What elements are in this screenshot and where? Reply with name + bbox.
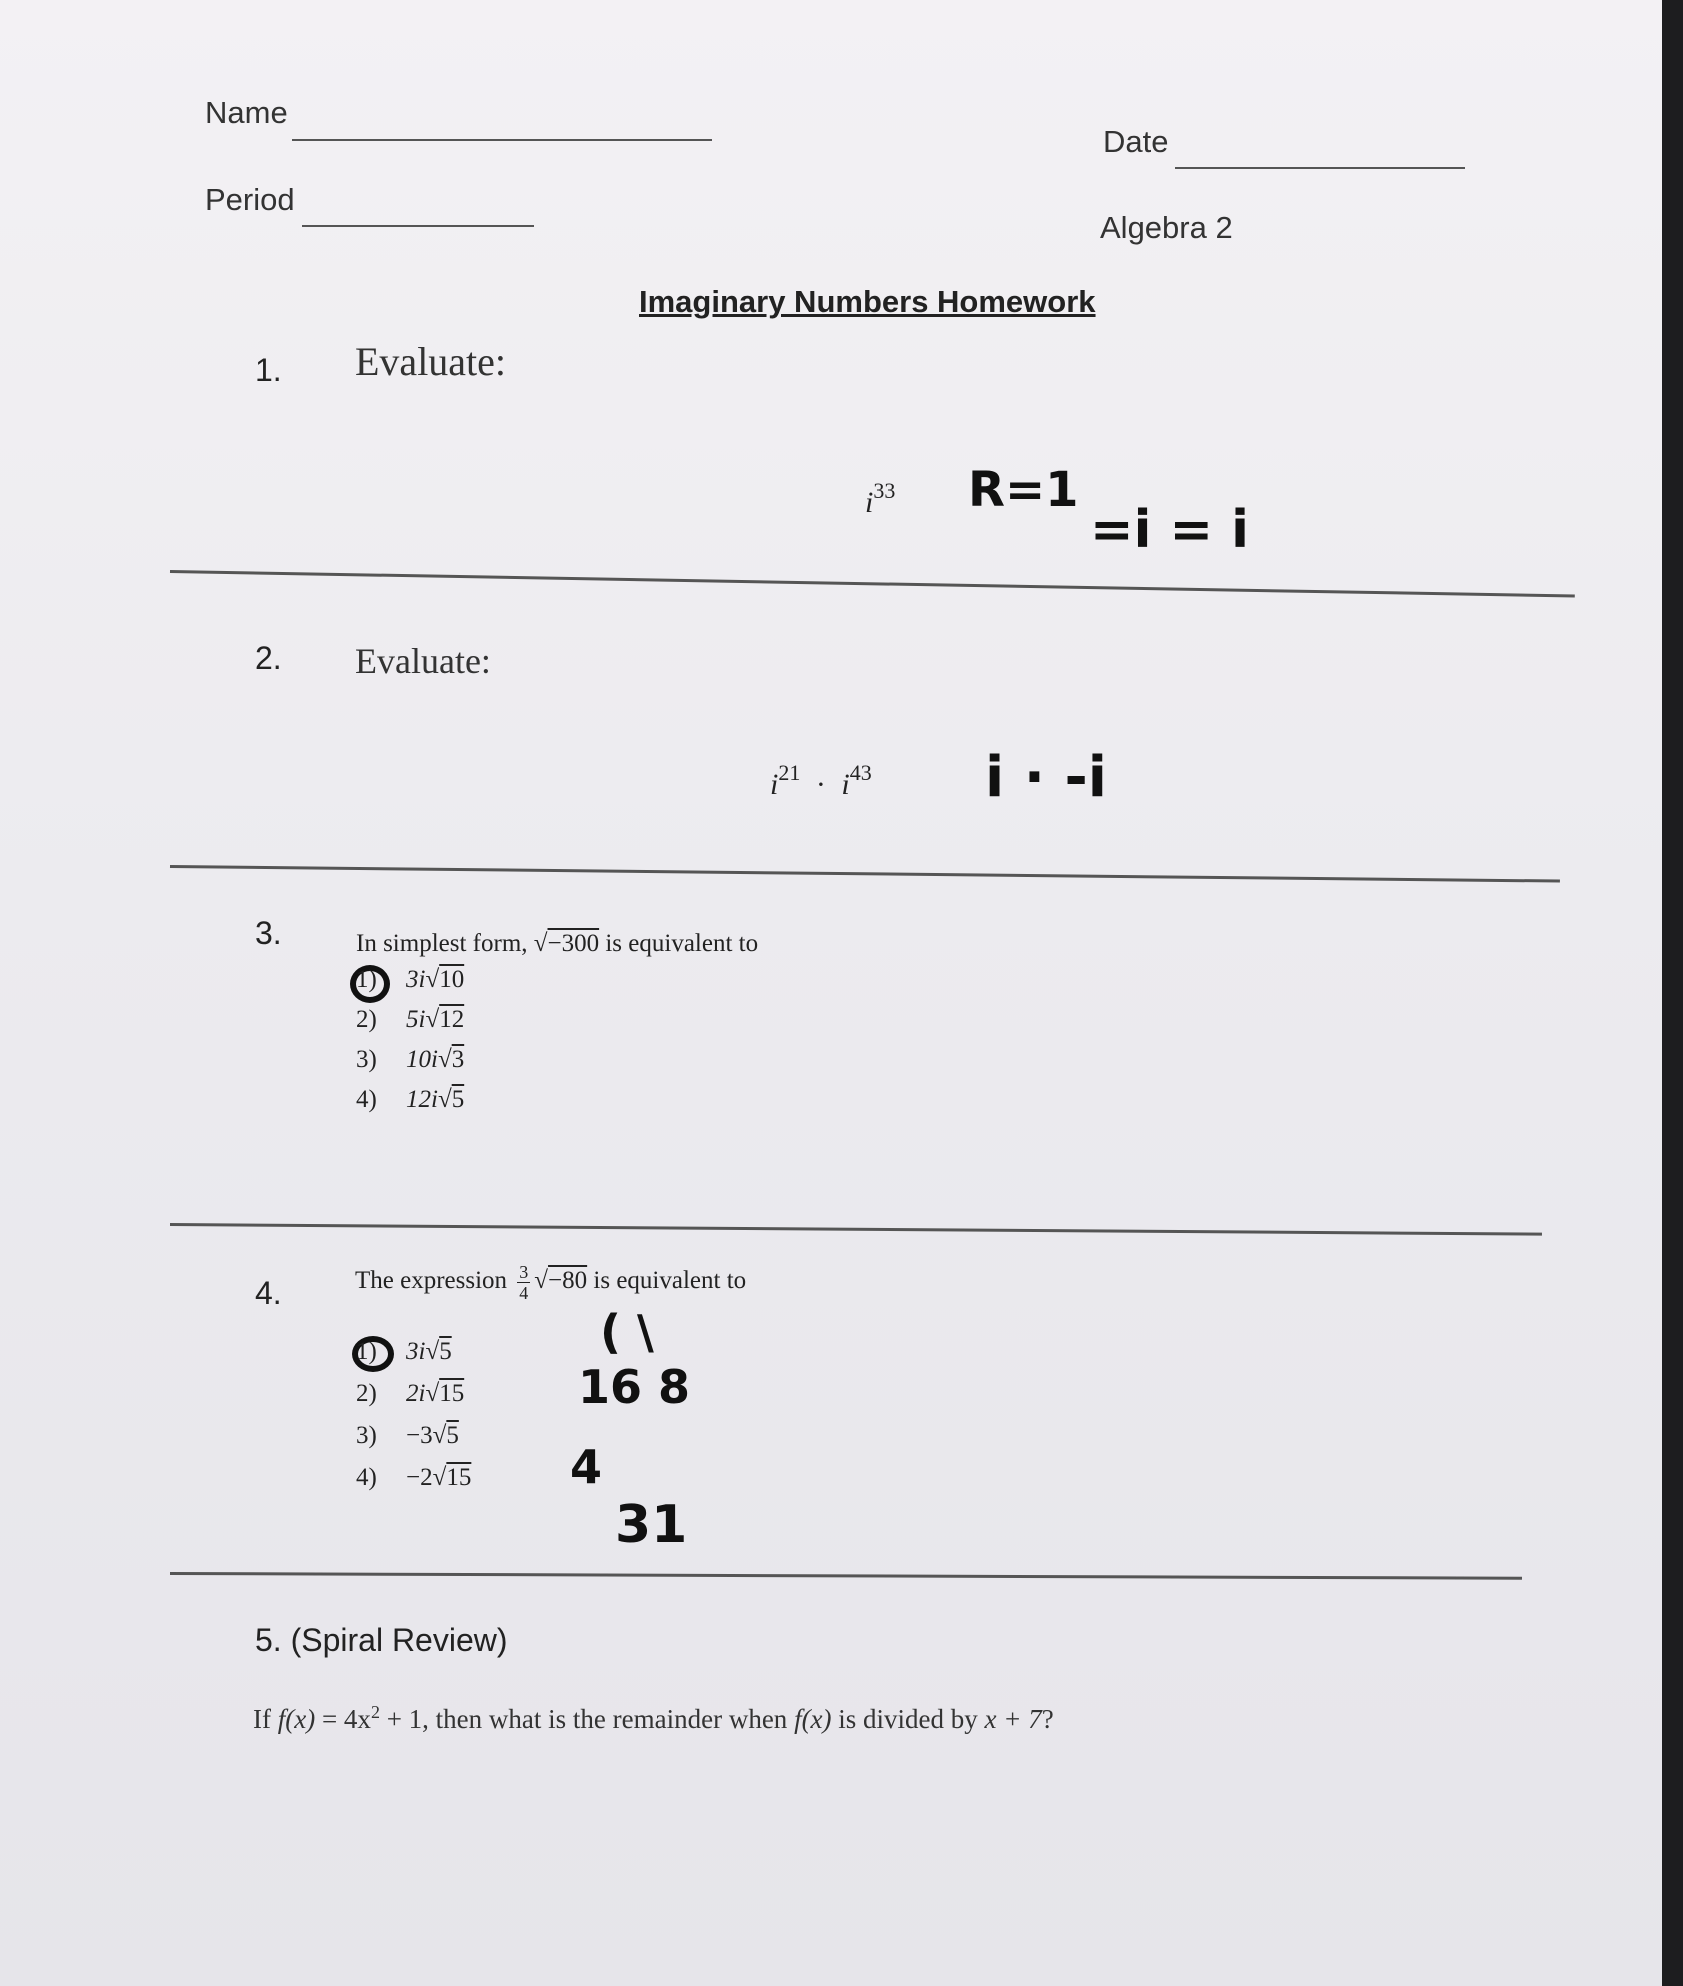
handwritten-note-4b: 16 8 bbox=[578, 1360, 691, 1414]
handwritten-note-4a: ( \ bbox=[600, 1305, 654, 1359]
course-label: Algebra 2 bbox=[1100, 210, 1233, 245]
divider-3 bbox=[170, 1223, 1542, 1236]
name-line bbox=[292, 139, 712, 141]
question-3-choice-3[interactable]: 3) 10i√3 bbox=[356, 1046, 465, 1073]
question-4-choice-2[interactable]: 2) 2i√15 bbox=[356, 1380, 465, 1407]
question-1-number: 1. bbox=[255, 352, 282, 388]
divider-4 bbox=[170, 1572, 1522, 1580]
question-4-number: 4. bbox=[255, 1275, 282, 1311]
handwritten-note-1a: R=1 bbox=[968, 462, 1079, 518]
handwritten-note-4d: 31 bbox=[615, 1495, 688, 1555]
divider-1 bbox=[170, 570, 1575, 598]
period-label: Period bbox=[205, 182, 295, 217]
question-4-choice-1[interactable]: 1) 3i√5 bbox=[356, 1338, 452, 1365]
question-2-expression: $i^{21} \cdot i^{43}$ bbox=[770, 760, 872, 801]
question-4-stem: The expression $\frac{3}{4} √-80$ is equivalent to bbox=[355, 1262, 747, 1303]
date-label: Date bbox=[1103, 124, 1169, 159]
name-label: Name bbox=[205, 95, 288, 130]
monitor-bezel bbox=[1662, 0, 1683, 1986]
question-3-number: 3. bbox=[255, 915, 282, 951]
question-2-number: 2. bbox=[255, 640, 282, 676]
handwritten-note-4c: 4 bbox=[570, 1440, 603, 1494]
divider-2 bbox=[170, 865, 1560, 883]
question-3-stem: In simplest form, √−300 is equivalent to bbox=[356, 930, 759, 957]
question-3-choice-1[interactable]: 1) 3i√10 bbox=[356, 966, 465, 993]
date-line bbox=[1175, 167, 1465, 169]
handwritten-note-1b: =i = i bbox=[1090, 500, 1249, 560]
period-line bbox=[302, 225, 534, 227]
question-4-choice-4[interactable]: 4) −2√15 bbox=[356, 1464, 472, 1491]
question-2-prompt: Evaluate: bbox=[355, 641, 491, 681]
question-5-header: 5. (Spiral Review) bbox=[255, 1622, 508, 1658]
question-1-prompt: Evaluate: bbox=[355, 339, 507, 384]
question-4-choice-3[interactable]: 3) −3√5 bbox=[356, 1422, 459, 1449]
question-3-choice-4[interactable]: 4) 12i√5 bbox=[356, 1086, 465, 1113]
question-3-choice-2[interactable]: 2) 5i√12 bbox=[356, 1006, 465, 1033]
handwritten-note-2: i · -i bbox=[985, 745, 1107, 810]
page-title: Imaginary Numbers Homework bbox=[639, 284, 1096, 319]
question-1-expression: $i^{33}$ bbox=[865, 478, 896, 519]
question-5-text: If $f(x) = 4x^2 + 1$, then what is the remainder when f(x) is divided by x + 7? bbox=[253, 1702, 1054, 1734]
